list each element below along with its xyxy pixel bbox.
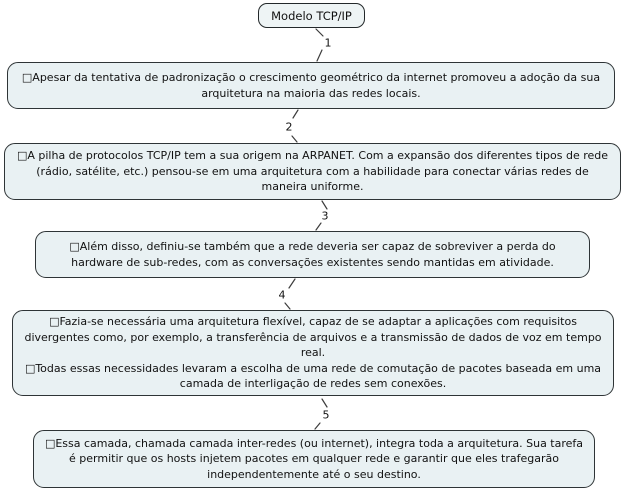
edge-3-segment-lower — [316, 223, 321, 230]
edge-label-1: 1 — [324, 36, 332, 50]
node-branch-3[interactable] — [35, 231, 590, 278]
node-branch-5-text: □Essa camada, chamada camada inter-redes (ou internet), integra toda a arquitetura. Sua tarefa é permitir que os hosts injetem pacotes em qualquer rede e garantir que eles trafegarão independentemente até o seu destino. — [44, 436, 584, 481]
node-branch-4-text-2: □Todas essas necessidades levaram a escolha de uma rede de comutação de pacotes baseada em uma camada de interligação de redes sem conexões. — [24, 361, 602, 391]
edge-label-5: 5 — [322, 408, 330, 422]
node-branch-2[interactable] — [4, 143, 621, 200]
edge-label-4: 4 — [278, 288, 286, 302]
root-node-modelo-tcpip[interactable] — [258, 3, 365, 28]
edge-2-segment-upper — [293, 110, 298, 118]
root-node-label: Modelo TCP/IP — [271, 8, 352, 23]
node-branch-2-text: □A pilha de protocolos TCP/IP tem a sua origem na ARPANET. Com a expansão dos diferentes tipos de rede (rádio, satélite, etc.) pensou-se em uma arquitetura com a habilidade para conectar várias redes de maneira uniforme. — [16, 149, 609, 194]
edge-4-segment-upper — [289, 279, 295, 288]
node-branch-1-text: □Apesar da tentativa de padronização o crescimento geométrico da internet promoveu a adoção da sua arquitetura na maioria das redes locais. — [21, 71, 601, 100]
edge-1-segment-upper — [316, 29, 323, 36]
edge-3-segment-upper — [322, 201, 327, 209]
edge-label-3: 3 — [321, 209, 329, 223]
node-branch-4-text-1: □Fazia-se necessária uma arquitetura flexível, capaz de se adaptar a aplicações com requisitos divergentes como, por exemplo, a transferência de arquivos e a transmissão de dados de voz em tempo real. — [24, 315, 602, 360]
edge-5-segment-lower — [315, 423, 320, 429]
edge-4-segment-lower — [285, 303, 290, 309]
edge-2-segment-lower — [292, 136, 297, 142]
edge-label-2: 2 — [285, 120, 293, 134]
edge-1-segment-lower — [317, 50, 322, 61]
node-branch-5[interactable] — [33, 430, 595, 488]
node-branch-1[interactable] — [7, 62, 615, 109]
node-branch-3-text: □Além disso, definiu-se também que a rede deveria ser capaz de sobreviver a perda do hardware de sub-redes, com as conversações existentes sendo mantidas em atividade. — [69, 240, 556, 269]
edge-5-segment-upper — [322, 399, 327, 407]
node-branch-4[interactable] — [12, 310, 614, 396]
